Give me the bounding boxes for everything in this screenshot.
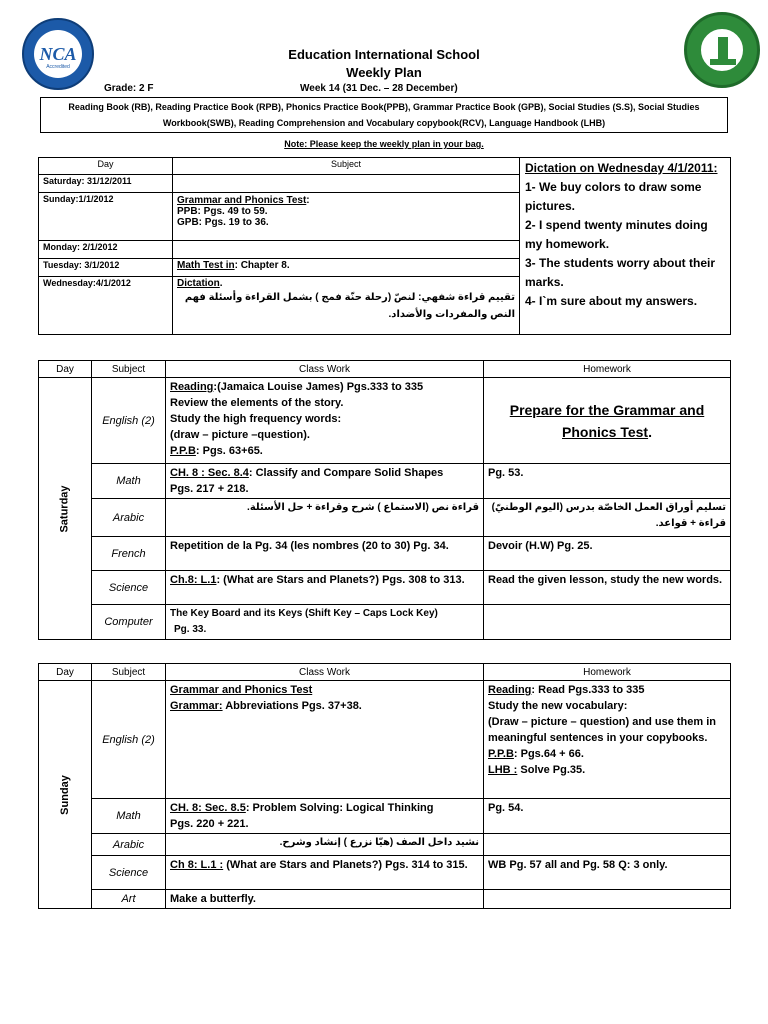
homework-cell: Read the given lesson, study the new words.	[484, 571, 731, 605]
overview-subject	[173, 277, 520, 335]
overview-header-day: Day	[39, 158, 173, 175]
subject-cell: Math	[92, 799, 166, 834]
title-suffix: .	[648, 423, 652, 440]
lesson-label: Ch 8: L.1 :	[170, 859, 224, 871]
homework-title: Prepare for the Grammar and Phonics Test	[509, 401, 705, 440]
homework-cell: Pg. 54.	[484, 799, 731, 834]
ppb-text: : Pgs. 63+65.	[195, 445, 263, 457]
overview-day: Sunday:1/1/2012	[39, 193, 173, 241]
lesson-text: : (What are Stars and Planets?) Pgs. 308 to 313.	[216, 574, 465, 586]
ppb-text: : Pgs.64 + 66.	[513, 748, 584, 760]
classwork-cell	[166, 799, 484, 834]
header-homework: Homework	[484, 361, 731, 378]
header-day: Day	[39, 664, 92, 681]
classwork-line: (draw – picture –question).	[170, 429, 310, 441]
homework-line: Study the new vocabulary:	[488, 700, 628, 712]
classwork-line: Study the high frequency words:	[170, 413, 342, 425]
section-label: CH. 8 : Sec. 8.4	[170, 467, 249, 479]
classwork-cell: Repetition de la Pg. 34 (les nombres (20 to 30) Pg. 34.	[166, 537, 484, 571]
ppb-label: P.P.B	[170, 445, 196, 457]
plan-title: Weekly Plan	[346, 65, 422, 80]
lesson-text: (What are Stars and Planets?) Pgs. 314 to 315.	[223, 859, 468, 871]
subject-cell: Science	[92, 571, 166, 605]
reading-text: : Read Pgs.333 to 335	[531, 684, 645, 696]
subject-cell: English (2)	[92, 378, 166, 464]
dictation-box	[520, 158, 731, 335]
nca-logo-text: NCA	[39, 43, 77, 64]
dictation-item: 2- I spend twenty minutes doing my homework.	[525, 218, 708, 251]
subject-cell: Arabic	[92, 499, 166, 537]
test-title: Dictation	[177, 278, 220, 289]
nca-logo-sub: Accredited	[46, 64, 70, 70]
homework-cell: WB Pg. 57 all and Pg. 58 Q: 3 only.	[484, 856, 731, 890]
homework-cell	[484, 378, 731, 464]
dictation-item: 1- We buy colors to draw some pictures.	[525, 180, 702, 213]
classwork-cell	[166, 856, 484, 890]
overview-day: Monday: 2/1/2012	[39, 241, 173, 259]
classwork-cell: قراءة نص (الاستماع ) شرح وقراءة + حل الأسئلة.	[166, 499, 484, 537]
overview-subject	[173, 241, 520, 259]
classwork-cell	[166, 571, 484, 605]
legend-line-2: Workbook(SWB), Reading Comprehension and Vocabulary copybook(RCV), Language Handbook (LHB)	[162, 118, 606, 128]
grammar-label: Grammar:	[170, 700, 223, 712]
classwork-cell	[166, 605, 484, 640]
overview-subject	[173, 193, 520, 241]
reading-label: Reading	[170, 381, 214, 393]
header-day: Day	[39, 361, 92, 378]
classwork-line: Pgs. 220 + 221.	[170, 818, 249, 830]
section-text: : Classify and Compare Solid Shapes	[248, 467, 444, 479]
overview-day: Saturday: 31/12/2011	[39, 175, 173, 193]
classwork-cell	[166, 464, 484, 499]
test-line: GPB: Pgs. 19 to 36.	[177, 217, 269, 228]
dictation-item: 4- I`m sure about my answers.	[525, 294, 698, 308]
section-label: CH. 8: Sec. 8.5	[170, 802, 246, 814]
subject-cell: French	[92, 537, 166, 571]
lhb-text: Solve Pg.35.	[517, 764, 586, 776]
grade-label: Grade: 2 F	[104, 83, 154, 94]
grammar-text: Abbreviations Pgs. 37+38.	[222, 700, 362, 712]
lesson-label: Ch.8: L.1	[170, 574, 217, 586]
classwork-line: Pg. 33.	[174, 624, 207, 635]
classwork-cell	[166, 378, 484, 464]
overview-subject	[173, 175, 520, 193]
classwork-line: Pgs. 217 + 218.	[170, 483, 249, 495]
homework-cell	[484, 605, 731, 640]
dictation-title: Dictation on Wednesday 4/1/2011:	[525, 161, 718, 175]
school-name: Education International School	[288, 47, 480, 62]
classwork-cell: Make a butterfly.	[166, 890, 484, 909]
subject-cell: Math	[92, 464, 166, 499]
homework-line: (Draw – picture – question) and use them in meaningful sentences in your copybooks.	[488, 716, 716, 744]
overview-day: Tuesday: 3/1/2012	[39, 259, 173, 277]
ppb-label: P.P.B	[488, 748, 514, 760]
overview-header-subject: Subject	[173, 158, 520, 175]
classwork-line: The Key Board and its Keys (Shift Key – Caps Lock Key)	[170, 608, 438, 619]
subject-cell: Science	[92, 856, 166, 890]
test-title: Grammar and Phonics Test	[170, 684, 313, 696]
classwork-line: Review the elements of the story.	[170, 397, 344, 409]
homework-cell: Pg. 53.	[484, 464, 731, 499]
week-label: Week 14 (31 Dec. – 28 December)	[300, 83, 458, 94]
section-text: : Problem Solving: Logical Thinking	[245, 802, 434, 814]
sunday-table	[38, 663, 731, 909]
subject-cell: English (2)	[92, 681, 166, 799]
header-classwork: Class Work	[166, 361, 484, 378]
day-cell	[39, 378, 92, 640]
title-suffix: .	[219, 278, 223, 289]
homework-cell	[484, 834, 731, 856]
day-label: Sunday	[58, 774, 71, 815]
test-title: Grammar and Phonics Test	[177, 195, 307, 206]
header-subject: Subject	[92, 664, 166, 681]
arabic-assessment-note: تقييم قراءة شفهي: لنصّ (رحلة حنّة فمج ) بشمل القراءة وأسئلة فهم النص والمفردات والأضداد.	[184, 292, 515, 320]
overview-day: Wednesday:4/1/2012	[39, 277, 173, 335]
lhb-label: LHB :	[488, 764, 518, 776]
subject-cell: Art	[92, 890, 166, 909]
legend-line-1: Reading Book (RB), Reading Practice Book (RPB), Phonics Practice Book(PPB), Grammar Practice Book (GPB), Social Studies (S.S), Social Studies	[68, 102, 700, 112]
homework-cell	[484, 681, 731, 799]
dictation-item: 3- The students worry about their marks.	[525, 256, 716, 289]
test-title: Math Test in	[177, 260, 235, 271]
day-cell	[39, 681, 92, 909]
overview-table	[38, 157, 731, 335]
classwork-cell: نشيد داخل الصف (هيّا نزرع ) إنشاد وشرح.	[166, 834, 484, 856]
subject-cell: Computer	[92, 605, 166, 640]
homework-cell	[484, 890, 731, 909]
reading-text: :(Jamaica Louise James) Pgs.333 to 335	[213, 381, 424, 393]
reading-label: Reading	[488, 684, 532, 696]
weekly-plan-note: Note: Please keep the weekly plan in your bag.	[284, 139, 484, 149]
title-suffix: : Chapter 8.	[234, 260, 290, 271]
day-label: Saturday	[58, 484, 71, 533]
homework-cell: تسليم أوراق العمل الخاصّة بدرس (اليوم الوطنيّ) قراءة + قواعد.	[484, 499, 731, 537]
title-suffix: :	[306, 195, 310, 206]
homework-cell: Devoir (H.W) Pg. 25.	[484, 537, 731, 571]
saturday-table	[38, 360, 731, 640]
header-classwork: Class Work	[166, 664, 484, 681]
header-subject: Subject	[92, 361, 166, 378]
book-abbreviations-legend	[40, 97, 728, 133]
classwork-cell	[166, 681, 484, 799]
subject-cell: Arabic	[92, 834, 166, 856]
test-line: PPB: Pgs. 49 to 59.	[177, 206, 268, 217]
header-homework: Homework	[484, 664, 731, 681]
overview-subject	[173, 259, 520, 277]
